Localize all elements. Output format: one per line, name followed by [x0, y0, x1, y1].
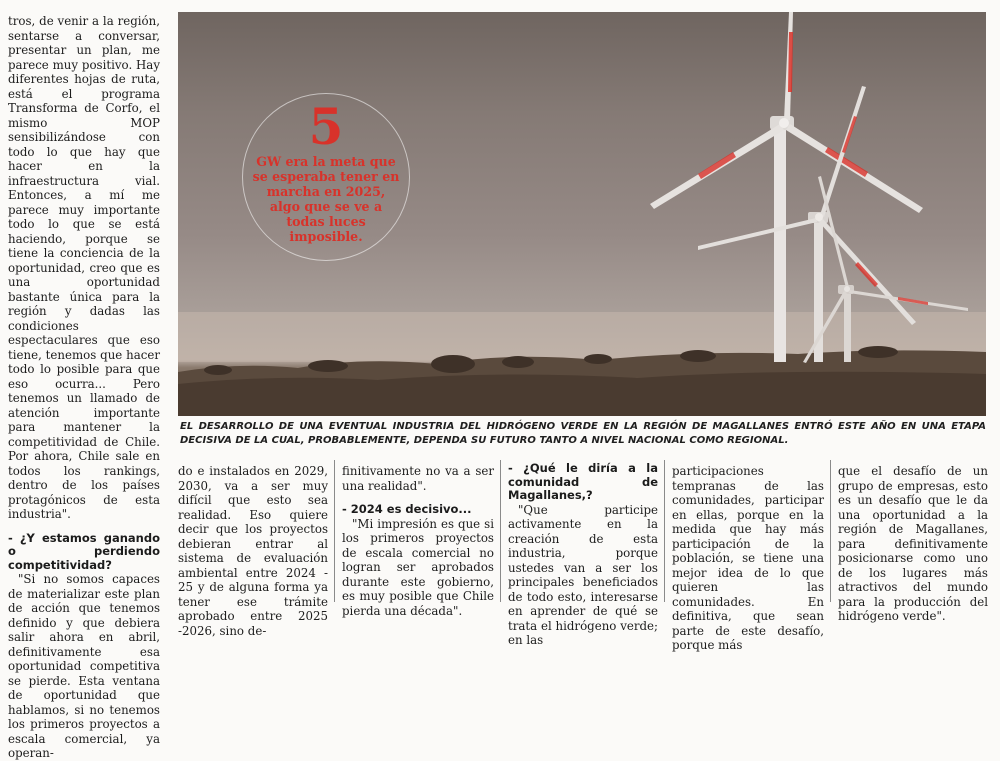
- body-paragraph: tros, de venir a la región, sentarse a conversar, presentar un plan, me parece muy positivo. Hay diferentes hojas de ruta, está el programa Transforma de Corfo, el mismo MOP sensibilizándose con todo lo que hay que hacer en la infraestructura vial. Entonces, a mí me parece muy importante todo lo que se está haciendo, porque se tiene la conciencia de la oportunidad, creo que es una oportunidad bastante única para la región y dadas las condiciones espectaculares que eso tiene, tenemos que hacer todo lo posible para que eso ocurra... Pero tenemos un llamado de atención importante para mantener la competitividad de Chile. Por ahora, Chile sale en todos los rankings, dentro de los países protagónicos de esta industria".: [8, 14, 160, 521]
- body-paragraph: "Mi impresión es que si los primeros proyectos de escala comercial no logran ser aprobados durante este gobierno, es muy posible que Chile pierda una década".: [342, 516, 494, 618]
- article-column-3: [342, 464, 494, 618]
- article-column-5: [672, 464, 824, 653]
- stat-description: GW era la meta que se esperaba tener en marcha en 2025, algo que se ve a todas luces imposible.: [252, 154, 400, 244]
- article-column-4: [508, 462, 658, 648]
- wind-turbines-photo: [178, 12, 986, 416]
- interview-question: - ¿Qué le diría a la comunidad de Magallanes,?: [508, 461, 658, 502]
- body-paragraph: finitivamente no va a ser una realidad".: [342, 464, 494, 493]
- body-paragraph: do e instalados en 2029, 2030, va a ser muy difícil que esto sea realidad. Eso quiere decir que los proyectos debieran entrar al sistema de evaluación ambiental entre 2024 - 25 y de alguna forma ya tener ese trámite aprobado entre 2025 -2026, sino de-: [178, 464, 328, 638]
- body-paragraph: participaciones tempranas de las comunidades, participar en ellas, porque en la medida que hay más participación de la población, se tiene una mejor idea de lo que quieren las comunidades. En definitiva, que sean parte de este desafío, porque más: [672, 464, 824, 652]
- column-divider: [830, 460, 831, 602]
- body-paragraph: que el desafío de un grupo de empresas, esto es un desafío que le da una oportunidad a la región de Magallanes, para definitivamente posicionarse como uno de los lugares más atractivos del mundo para la producción del hidrógeno verde".: [838, 464, 988, 623]
- interview-question: - ¿Y estamos ganando o perdiendo competitividad?: [8, 530, 160, 572]
- article-column-2: [178, 464, 328, 638]
- body-paragraph: "Que participe activamente en la creación de esta industria, porque ustedes van a ser los principales beneficiados de todo esto, interesarse en aprender de qué se trata el hidrógeno verde; en las: [508, 502, 658, 647]
- article-column-6: [838, 464, 988, 624]
- interview-question: - 2024 es decisivo...: [342, 502, 472, 516]
- column-divider: [500, 460, 501, 602]
- photo-caption: EL DESARROLLO DE UNA EVENTUAL INDUSTRIA DEL HIDRÓGENO VERDE EN LA REGIÓN DE MAGALLANES ENTRÓ ESTE AÑO EN UNA ETAPA DECISIVA DE LA CUAL, PROBABLEMENTE, DEPENDA SU FUTURO TANTO A NIVEL NACIONAL COMO REGIONAL.: [180, 421, 986, 446]
- body-paragraph: "Si no somos capaces de materializar este plan de acción que tenemos definido y que debiera salir ahora en abril, definitivamente esa oportunidad competitiva se pierde. Esta ventana de oportunidad que hablamos, si no tenemos los primeros proyectos a escala comercial, ya operan-: [8, 572, 160, 760]
- column-divider: [664, 460, 665, 602]
- article-column-1: [8, 14, 160, 761]
- stat-number: 5: [308, 97, 344, 156]
- stat-callout: [242, 93, 410, 261]
- column-divider: [334, 460, 335, 602]
